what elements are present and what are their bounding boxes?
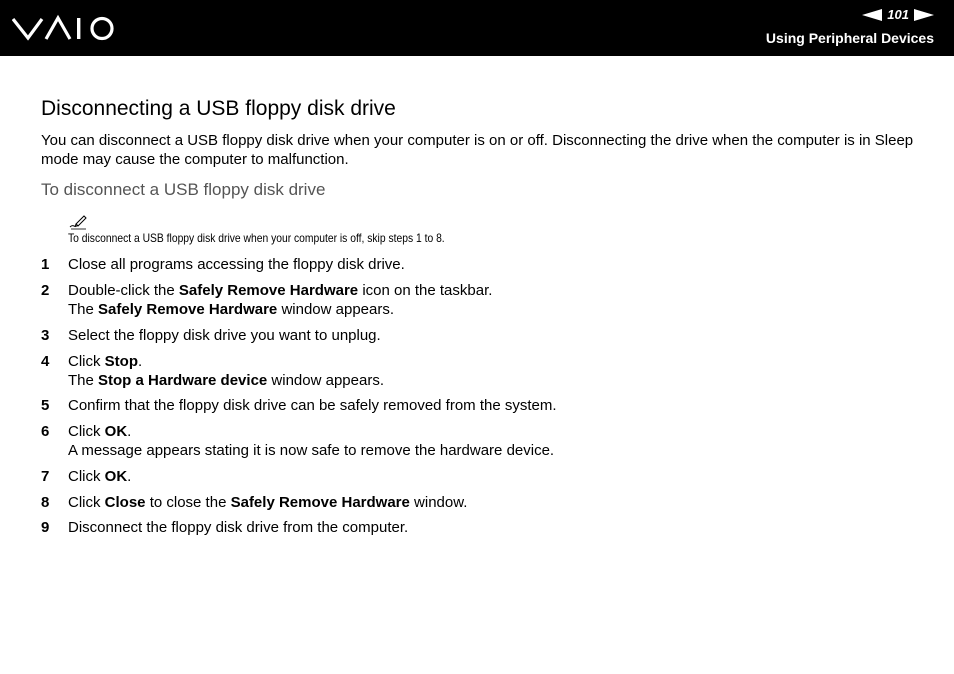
step-number: 9 <box>41 519 50 536</box>
step-line <box>68 352 918 371</box>
text-run: Disconnect the floppy disk drive from the computer. <box>68 519 409 536</box>
step-number: 3 <box>41 327 50 344</box>
step-number: 7 <box>41 468 50 485</box>
step-line <box>68 467 918 486</box>
ui-term: Safely Remove Hardware <box>98 301 278 318</box>
procedure-heading: To disconnect a USB floppy disk drive <box>41 180 326 199</box>
ui-term: Close <box>104 494 146 511</box>
step-line <box>68 422 918 441</box>
step-text <box>68 255 918 274</box>
text-run: icon on the taskbar. <box>358 282 493 299</box>
text-run: . <box>127 468 132 485</box>
text-run: A message appears stating it is now safe to remove the hardware device. <box>68 442 555 459</box>
text-run: Click <box>68 353 105 370</box>
step-text <box>68 352 918 390</box>
step-line <box>68 255 918 274</box>
page-navigation <box>862 6 934 24</box>
step-number: 8 <box>41 494 50 511</box>
ui-term: Safely Remove Hardware <box>230 494 410 511</box>
step-line <box>68 493 918 512</box>
step-text <box>68 396 918 415</box>
step-line <box>68 326 918 345</box>
text-run: . <box>127 423 132 440</box>
text-run: . <box>138 353 143 370</box>
step-text <box>68 281 918 319</box>
step-text <box>68 422 918 460</box>
text-run: The <box>68 301 99 318</box>
text-run: Click <box>68 468 105 485</box>
page-title: Disconnecting a USB floppy disk drive <box>41 97 396 120</box>
text-run: The <box>68 372 99 389</box>
step-text <box>68 493 918 512</box>
step-text <box>68 518 918 537</box>
step-line <box>68 371 918 390</box>
note-text: To disconnect a USB floppy disk drive when your computer is off, skip steps 1 to 8. <box>68 231 445 245</box>
arrow-right-icon[interactable] <box>914 9 934 21</box>
pencil-note-icon <box>68 214 88 230</box>
text-run: Close all programs accessing the floppy disk drive. <box>68 256 405 273</box>
text-run: Confirm that the floppy disk drive can be safely removed from the system. <box>68 397 557 414</box>
ui-term: OK <box>104 468 128 485</box>
step-text <box>68 326 918 345</box>
step-number: 5 <box>41 397 50 414</box>
step-text <box>68 467 918 486</box>
page-number: 101 <box>887 7 909 22</box>
vaio-logo <box>12 13 120 43</box>
step-line <box>68 281 918 300</box>
ui-term: Stop a Hardware device <box>98 372 268 389</box>
ui-term: Stop <box>104 353 138 370</box>
intro-paragraph: You can disconnect a USB floppy disk drive when your computer is on or off. Disconnecting the drive when the computer is in Sleep mode may cause the computer to malfunction. <box>41 132 914 168</box>
arrow-left-icon[interactable] <box>862 9 882 21</box>
header-bar <box>0 0 954 56</box>
text-run: Click <box>68 494 105 511</box>
step-number: 2 <box>41 282 50 299</box>
step-number: 6 <box>41 423 50 440</box>
text-run: window appears. <box>277 301 395 318</box>
section-name: Using Peripheral Devices <box>765 30 934 46</box>
step-line <box>68 396 918 415</box>
text-run: Click <box>68 423 105 440</box>
ui-term: Safely Remove Hardware <box>178 282 359 299</box>
step-number: 4 <box>41 353 50 370</box>
step-line <box>68 441 918 460</box>
ui-term: OK <box>104 423 128 440</box>
text-run: Select the floppy disk drive you want to unplug. <box>68 327 381 344</box>
step-line <box>68 300 918 319</box>
step-number: 1 <box>41 256 50 273</box>
step-line <box>68 518 918 537</box>
text-run: window appears. <box>267 372 384 389</box>
text-run: Double-click the <box>68 282 179 299</box>
text-run: to close the <box>145 494 231 511</box>
text-run: window. <box>409 494 468 511</box>
